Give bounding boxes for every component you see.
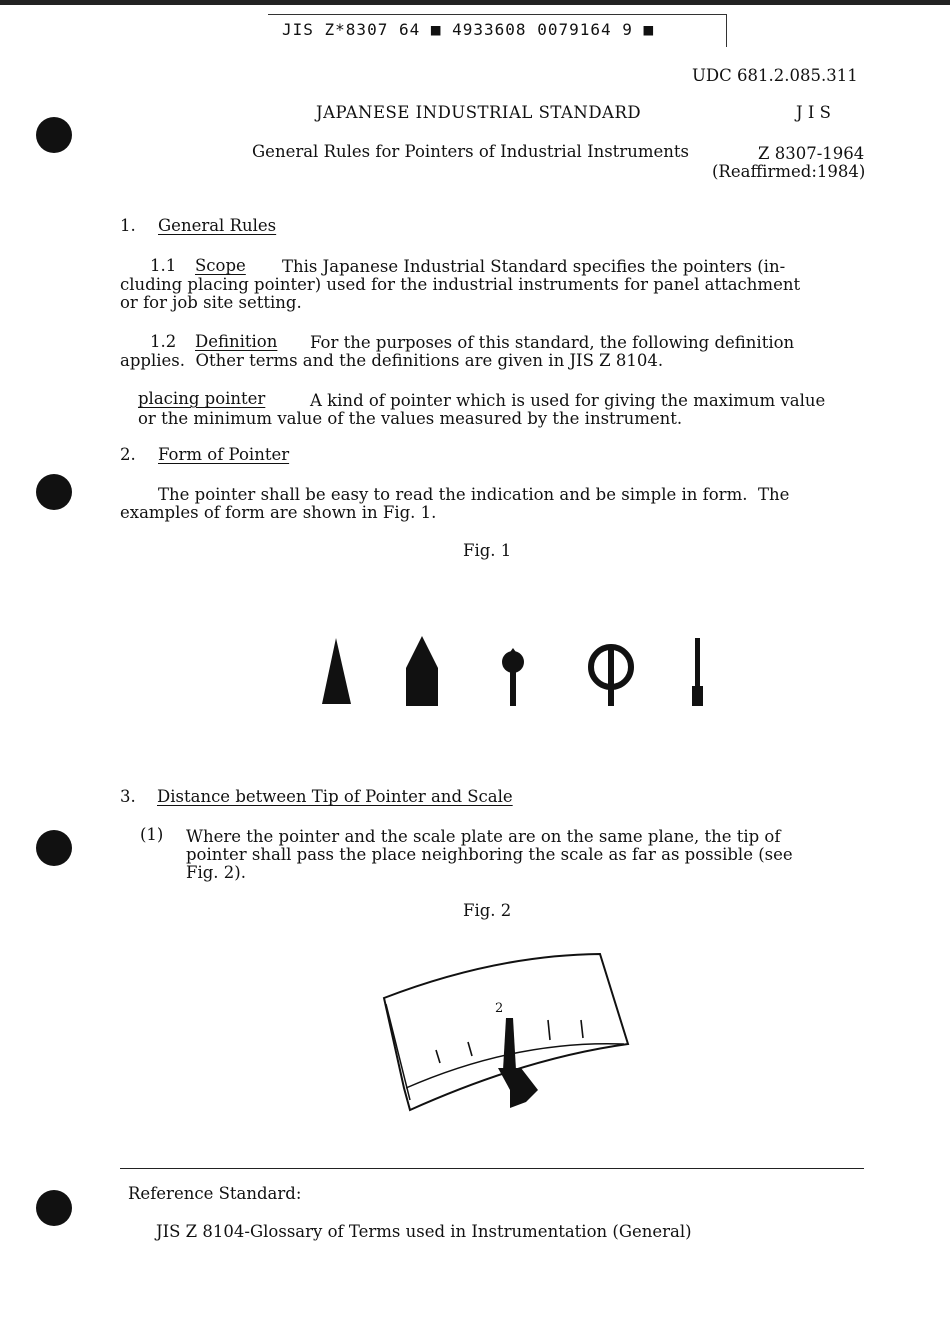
section-2-line: The pointer shall be easy to read the indication and be simple in form. The (158, 485, 790, 504)
section-1-number: 1. (120, 216, 136, 235)
scope-line: cluding placing pointer) used for the industrial instruments for panel attachment (120, 275, 801, 294)
pentagon-pointer-icon (406, 636, 438, 706)
scope-line: This Japanese Industrial Standard specifies the pointers (in- (282, 257, 786, 276)
item-line: Fig. 2). (186, 863, 246, 882)
standard-name: JAPANESE INDUSTRIAL STANDARD (316, 103, 642, 122)
term-name: placing pointer (138, 389, 266, 408)
reference-title: Reference Standard: (128, 1184, 302, 1203)
section-3-heading: Distance between Tip of Pointer and Scale (157, 787, 513, 806)
reaffirmed-date: (Reaffirmed:1984) (712, 162, 866, 181)
figure-2-scale-diagram (376, 950, 636, 1115)
section-3-number: 3. (120, 787, 136, 806)
figure-2-label: Fig. 2 (463, 901, 512, 920)
figure-1-pointer-forms (300, 630, 730, 710)
jis-mark: J I S (796, 103, 831, 122)
punch-hole (36, 830, 72, 866)
scope-number: 1.1 (150, 256, 177, 275)
term-definition-line: or the minimum value of the values measured by the instrument. (138, 409, 683, 428)
item-number: (1) (140, 825, 164, 844)
figure-1-label: Fig. 1 (463, 541, 512, 560)
section-1-heading: General Rules (158, 216, 277, 235)
scan-edge-bar (0, 0, 950, 5)
header-code-line: JIS Z*8307 64 ■ 4933608 0079164 9 ■ (282, 20, 655, 39)
reference-item: JIS Z 8104-Glossary of Terms used in Instrumentation (General) (156, 1222, 692, 1241)
document-title: General Rules for Pointers of Industrial Instruments (252, 142, 689, 161)
punch-hole (36, 117, 72, 153)
scope-title: Scope (195, 256, 246, 275)
definition-number: 1.2 (150, 332, 177, 351)
item-line: Where the pointer and the scale plate are on the same plane, the tip of (186, 827, 781, 846)
section-2-line: examples of form are shown in Fig. 1. (120, 503, 437, 522)
scope-line: or for job site setting. (120, 293, 302, 312)
section-2-heading: Form of Pointer (158, 445, 290, 464)
definition-line: applies. Other terms and the definitions are given in JIS Z 8104. (120, 351, 664, 370)
reference-divider (120, 1168, 864, 1169)
item-line: pointer shall pass the place neighboring the scale as far as possible (see (186, 845, 793, 864)
ring-pointer-icon (591, 647, 631, 706)
punch-hole (36, 1190, 72, 1226)
scale-number: 2 (495, 1001, 504, 1016)
term-definition-line: A kind of pointer which is used for giving the maximum value (310, 391, 826, 410)
triangle-pointer-icon (322, 638, 351, 704)
section-2-number: 2. (120, 445, 136, 464)
standard-number: Z 8307-1964 (758, 144, 865, 163)
bar-pointer-icon (692, 638, 703, 706)
definition-line: For the purposes of this standard, the following definition (310, 333, 795, 352)
udc-number: UDC 681.2.085.311 (692, 66, 858, 85)
punch-hole (36, 474, 72, 510)
definition-title: Definition (195, 332, 278, 351)
ball-pointer-icon (502, 648, 524, 706)
